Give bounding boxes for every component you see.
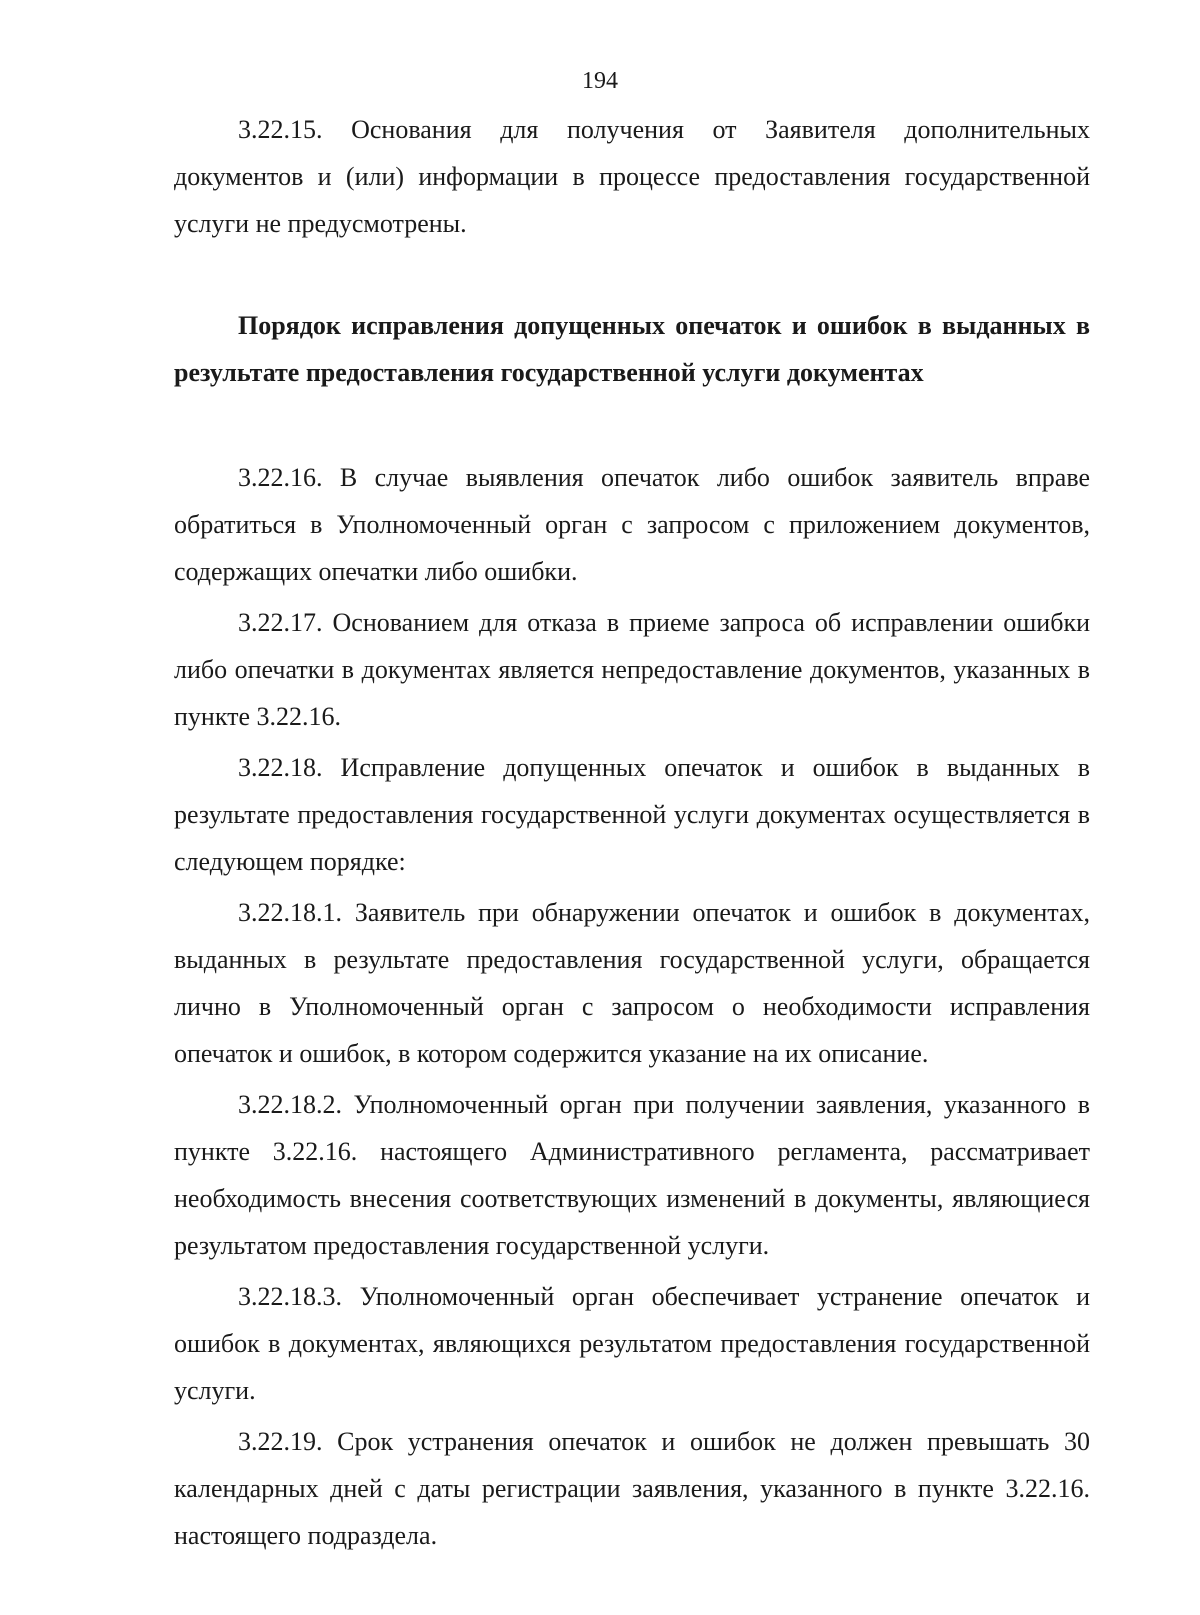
paragraph-3-22-17: 3.22.17. Основанием для отказа в приеме запроса об исправлении ошибки либо опечатки в документах является непредоставление документов, указанных в пункте 3.22.16. <box>174 608 1090 731</box>
paragraph-3-22-16: 3.22.16. В случае выявления опечаток либо ошибок заявитель вправе обратиться в Уполномоченный орган с запросом с приложением документов, содержащих опечатки либо ошибки. <box>174 463 1090 586</box>
paragraph-3-22-18: 3.22.18. Исправление допущенных опечаток и ошибок в выданных в результате предоставления государственной услуги документах осуществляется в следующем порядке: <box>174 753 1090 876</box>
paragraph-3-22-19: 3.22.19. Срок устранения опечаток и ошибок не должен превышать 30 календарных дней с даты регистрации заявления, указанного в пункте 3.22.16. настоящего подраздела. <box>174 1427 1090 1550</box>
paragraph-3-22-18-1: 3.22.18.1. Заявитель при обнаружении опечаток и ошибок в документах, выданных в результате предоставления государственной услуги, обращается лично в Уполномоченный орган с запросом о необходимости исправления опечаток и ошибок, в котором содержится указание на их описание. <box>174 898 1090 1068</box>
section-heading: Порядок исправления допущенных опечаток и ошибок в выданных в результате предоставления государственной услуги документах <box>174 311 1090 387</box>
document-body <box>174 106 1090 1559</box>
page-number: 194 <box>582 68 618 94</box>
paragraph-3-22-15: 3.22.15. Основания для получения от Заявителя дополнительных документов и (или) информации в процессе предоставления государственной услуги не предусмотрены. <box>174 115 1090 238</box>
paragraph-3-22-18-2: 3.22.18.2. Уполномоченный орган при получении заявления, указанного в пункте 3.22.16. настоящего Административного регламента, рассматривает необходимость внесения соответствующих изменений в документы, являющиеся результатом предоставления государственной услуги. <box>174 1090 1090 1260</box>
paragraph-3-22-18-3: 3.22.18.3. Уполномоченный орган обеспечивает устранение опечаток и ошибок в документах, являющихся результатом предоставления государственной услуги. <box>174 1282 1090 1405</box>
